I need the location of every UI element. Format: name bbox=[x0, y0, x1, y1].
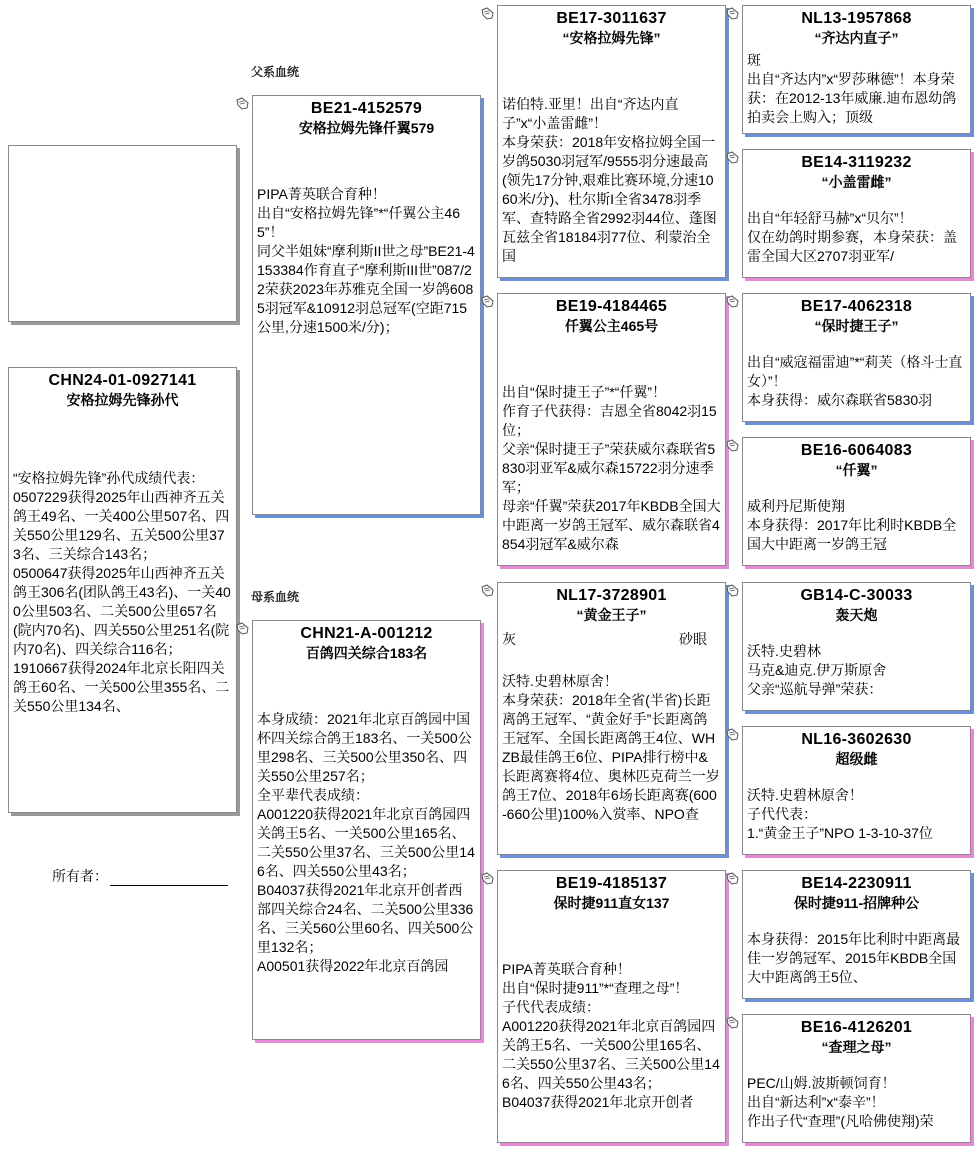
ring-number: CHN24-01-0927141 bbox=[48, 372, 197, 389]
ds-sire-card bbox=[742, 582, 971, 711]
hand-pointer-icon bbox=[726, 872, 740, 885]
pigeon-description: 威利丹尼斯使翔 本身获得：2017年比利时KBDB全国大中距离一岁鸽王冠 bbox=[747, 498, 957, 552]
pigeon-name: “仟翼” bbox=[835, 462, 878, 478]
ring-number: GB14-C-30033 bbox=[800, 587, 913, 604]
hand-pointer-icon bbox=[481, 7, 495, 20]
dam-card bbox=[252, 620, 481, 1040]
pigeon-name: “安格拉姆先锋” bbox=[562, 30, 661, 46]
hand-pointer-icon bbox=[726, 728, 740, 741]
ring-number: BE21-4152579 bbox=[310, 100, 423, 117]
sire-sire-card bbox=[497, 5, 726, 278]
eye-type: 砂眼 bbox=[679, 631, 707, 647]
pigeon-name: 安格拉姆先锋仟翼579 bbox=[298, 120, 435, 136]
pigeon-name: “齐达内直子” bbox=[814, 30, 899, 46]
dam-dam-card bbox=[497, 870, 726, 1143]
ring-number: NL13-1957868 bbox=[801, 10, 912, 27]
pigeon-description: 沃特.史碧林原舍！ 子代代表： 1.“黄金王子”NPO 1-3-10-37位 bbox=[747, 787, 933, 841]
dd-sire-card bbox=[742, 870, 971, 999]
ring-number: BE16-6064083 bbox=[800, 442, 913, 459]
sire-card bbox=[252, 95, 481, 515]
dam-line-label: 母系血统 bbox=[251, 590, 300, 604]
ring-number: BE14-3119232 bbox=[801, 154, 912, 171]
sd-sire-card bbox=[742, 293, 971, 422]
hand-pointer-icon bbox=[236, 97, 250, 110]
photo-placeholder bbox=[8, 145, 237, 322]
pigeon-description: 出自“威寇福雷迪”*“莉芙（格斗士直女）”！ 本身获得：威尔森联省5830羽 bbox=[747, 354, 963, 408]
owner-field bbox=[52, 866, 228, 886]
sd-dam-card bbox=[742, 437, 971, 566]
pigeon-description: 出自“年轻舒马赫”x“贝尔”！ 仅在幼鸽时期参赛，本身荣获：盖雷全国大区2707羽亚军/ bbox=[747, 210, 957, 264]
sire-line-label: 父系血统 bbox=[251, 65, 300, 79]
ring-number: BE19-4184465 bbox=[555, 298, 668, 315]
owner-blank-line bbox=[110, 871, 228, 886]
ss-sire-card bbox=[742, 5, 971, 134]
pigeon-name: “黄金王子” bbox=[576, 607, 647, 623]
pigeon-name: “小盖雷雌” bbox=[821, 174, 892, 190]
pigeon-description: “安格拉姆先锋”孙代成绩代表： 0507229获得2025年山西神齐五关鸽王49名、一关400公里507名、四关550公里129名、五关500公里373名、三关综合143名； 0500647获得2025年山西神齐五关鸽王306名(团队鸽王43名)、一关400公里503名、二关500公里657名(院内70名)、四关550公里251名(院内70名)、四关综合116名； 1910667获得2024年北京长阳四关鸽王60名、一关500公里355名、二关550公里134名、 bbox=[13, 470, 231, 714]
hand-pointer-icon bbox=[726, 151, 740, 164]
ring-number: BE17-4062318 bbox=[800, 298, 913, 315]
ds-dam-card bbox=[742, 726, 971, 855]
pigeon-name: 安格拉姆先锋孙代 bbox=[66, 392, 179, 408]
hand-pointer-icon bbox=[481, 295, 495, 308]
pigeon-name: “查理之母” bbox=[821, 1039, 892, 1055]
pigeon-description: 斑 出自“齐达内”x“罗莎琳德”！本身荣获：在2012-13年威廉.迪布恩幼鸽拍卖会上购入；顶级 bbox=[747, 52, 957, 125]
pigeon-description: 本身获得：2015年比利时中距离最佳一岁鸽冠军、2015年KBDB全国大中距离鸽王5位、 bbox=[747, 931, 961, 985]
pigeon-description: PIPA菁英联合育种！ 出自“保时捷911”*“查理之母”！ 子代代表成绩： A001220获得2021年北京百鸽园四关鸽王5名、一关500公里165名、二关550公里37名、三关500公里146名、四关550公里43名； B04037获得2021年北京开创者 bbox=[502, 961, 720, 1110]
hand-pointer-icon bbox=[481, 584, 495, 597]
hand-pointer-icon bbox=[481, 872, 495, 885]
hand-pointer-icon bbox=[726, 439, 740, 452]
ring-number: BE17-3011637 bbox=[556, 10, 667, 27]
dam-sire-card bbox=[497, 582, 726, 855]
ring-number: BE16-4126201 bbox=[800, 1019, 913, 1036]
ring-number: NL16-3602630 bbox=[801, 731, 912, 748]
hand-pointer-icon bbox=[726, 295, 740, 308]
pigeon-name: 保时捷911-招牌种公 bbox=[793, 895, 920, 911]
ring-number: BE14-2230911 bbox=[801, 875, 912, 892]
pigeon-description: PEC/山姆.波斯顿饲育！ 出自“新达利”x“泰辛”！ 作出子代“查理”(凡哈佛使翔)荣 bbox=[747, 1075, 934, 1129]
pigeon-name: “保时捷王子” bbox=[814, 318, 899, 334]
pigeon-name: 保时捷911直女137 bbox=[553, 895, 670, 911]
feather-color: 灰 bbox=[502, 631, 516, 647]
ring-number: NL17-3728901 bbox=[556, 587, 667, 604]
pigeon-description: 出自“保时捷王子”*“仟翼”！ 作育子代获得：吉恩全省8042羽15位； 父亲“保时捷王子”荣获威尔森联省5830羽亚军&威尔森15722羽分速季军； 母亲“仟翼”荣获2017年KBDB全国大中距离一岁鸽王冠军、威尔森联省4854羽冠军&威尔森 bbox=[502, 384, 721, 552]
hand-pointer-icon bbox=[726, 1016, 740, 1029]
ring-number: CHN21-A-001212 bbox=[300, 625, 433, 642]
hand-pointer-icon bbox=[726, 7, 740, 20]
pigeon-description: 诺伯特.亚里！出自“齐达内直子”x“小盖雷雌”！ 本身荣获：2018年安格拉姆全国一岁鸽5030羽冠军/9555羽分速最高(领先17分钟,艰难比赛环境,分速1060米/分)、杜尔斯I全省3478羽季军、查特路全省2992羽44位、蓬图瓦兹全省18184羽77位、利蒙治全国 bbox=[502, 96, 717, 264]
pigeon-name: 超级雌 bbox=[835, 751, 878, 767]
color-eye-row bbox=[498, 630, 725, 649]
ss-dam-card bbox=[742, 149, 971, 278]
ring-number: BE19-4185137 bbox=[555, 875, 668, 892]
hand-pointer-icon bbox=[236, 622, 250, 635]
sire-dam-card bbox=[497, 293, 726, 566]
pigeon-description: 本身成绩：2021年北京百鸽园中国杯四关综合鸽王183名、一关500公里298名、三关500公里350名、四关550公里257名； 全平辈代表成绩： A001220获得2021年北京百鸽园四关鸽王5名、一关500公里165名、二关550公里37名、三关500公里146名、四关550公里43名； B04037获得2021年北京开创者西部四关综合24名、二关500公里336名、三关560公里60名、四关500公里132名； A00501获得2022年北京百鸽园 bbox=[257, 711, 475, 974]
dd-dam-card bbox=[742, 1014, 971, 1143]
pigeon-description: 沃特.史碧林原舍！ 本身荣获：2018年全省(半省)长距离鸽王冠军、“黄金好手”长距离鸽王冠军、全国长距离鸽王4位、WHZB最佳鸽王6位、PIPA排行榜中&长距离赛将4位、奥林匹克荷兰一岁鸽王7位、2018年6场长距离赛(600-660公里)100%入赏率、NPO查 bbox=[502, 673, 720, 822]
pigeon-name: 仟翼公主465号 bbox=[564, 318, 659, 334]
subject-pigeon-card bbox=[8, 367, 237, 813]
pigeon-description: 沃特.史碧林 马克&迪克.伊万斯原舍 父亲“巡航导弹”荣获： bbox=[747, 643, 887, 697]
pigeon-description: PIPA菁英联合育种！ 出自“安格拉姆先锋”*“仟翼公主465”！ 同父半姐妹“摩利斯II世之母”BE21-4153384作育直子“摩利斯III世”087/22荣获2023年苏雅克全国一岁鸽6085羽冠军&10912羽总冠军(空距715公里,分速1500米/分)； bbox=[257, 186, 475, 335]
owner-label: 所有者： bbox=[52, 868, 108, 884]
pigeon-name: 轰天炮 bbox=[835, 607, 878, 623]
pigeon-name: 百鸽四关综合183名 bbox=[305, 645, 428, 661]
hand-pointer-icon bbox=[726, 584, 740, 597]
